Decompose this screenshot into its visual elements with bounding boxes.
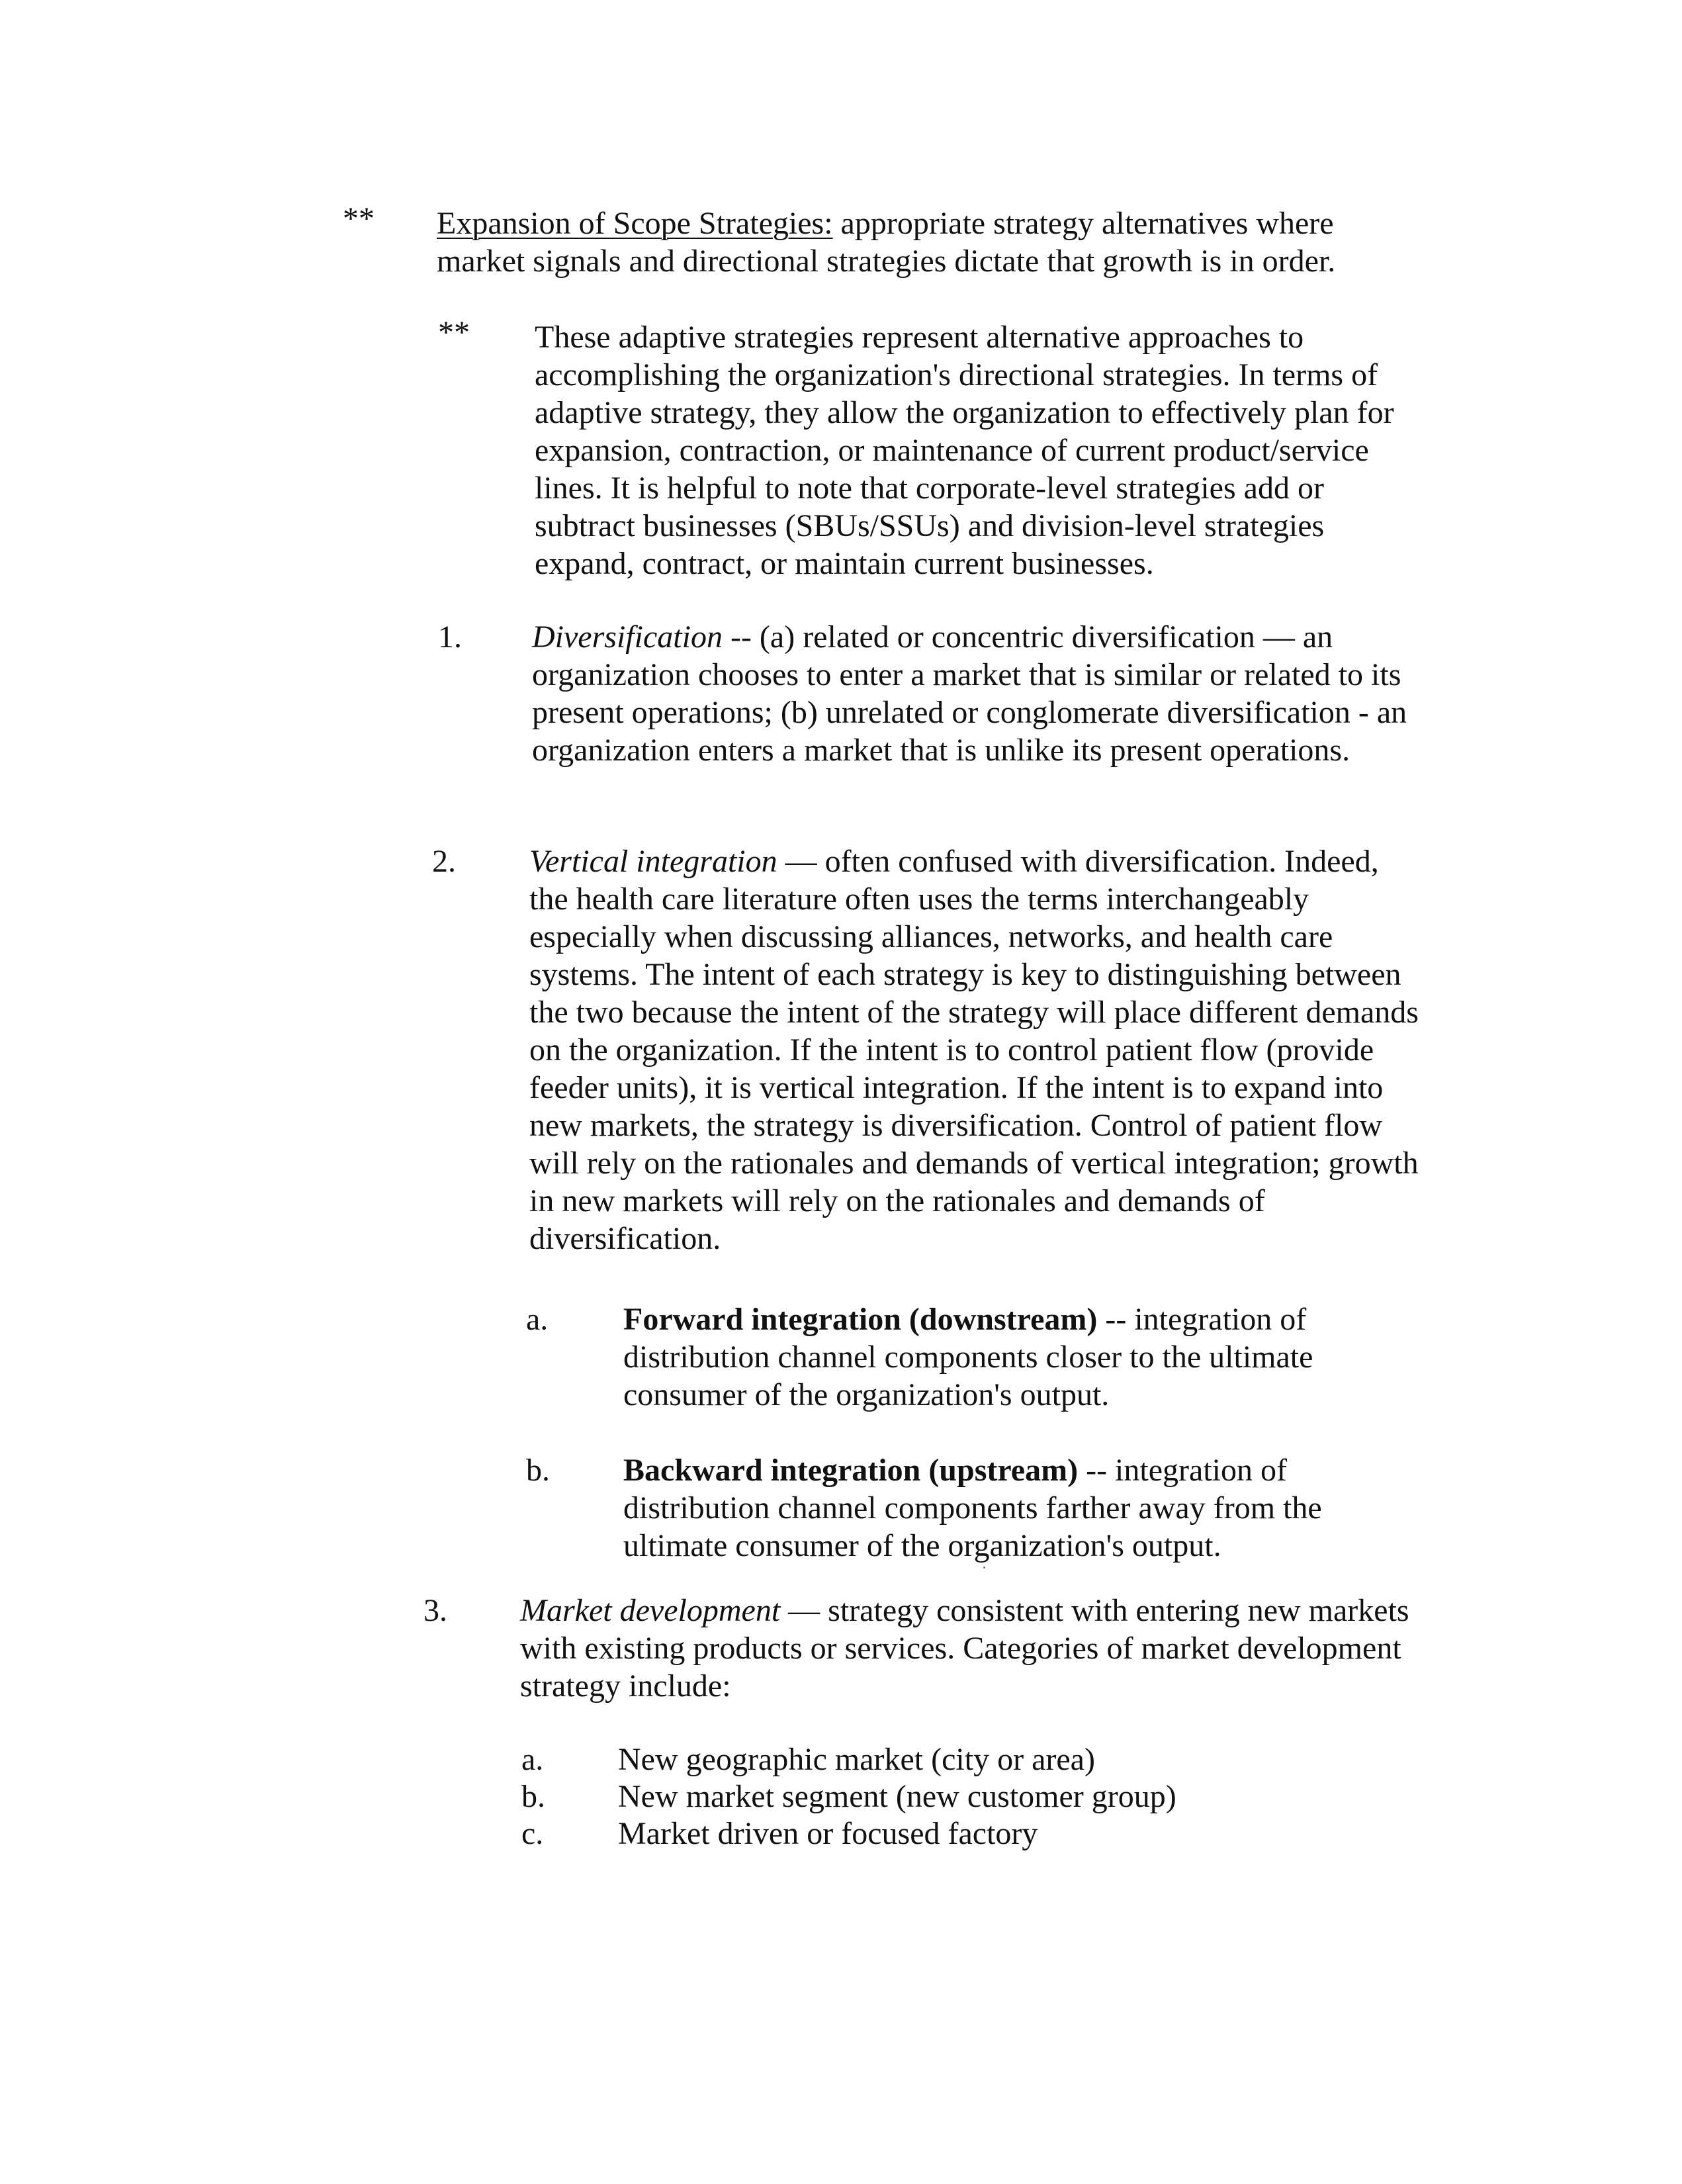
- scan-speck: [983, 1567, 985, 1569]
- sub-item-term: Backward integration (upstream): [623, 1453, 1079, 1488]
- item-number: 1.: [438, 619, 462, 655]
- intro-title: Expansion of Scope Strategies:: [437, 206, 833, 241]
- item-body: — strategy consistent with entering new markets with existing products or services. Categories of market development strategy include:: [520, 1593, 1409, 1704]
- item-term: Vertical integration: [529, 844, 777, 879]
- sub-item-text: New market segment (new customer group): [618, 1779, 1176, 1814]
- item-term: Diversification: [532, 619, 723, 655]
- sub-item-text: New geographic market (city or area): [618, 1742, 1095, 1777]
- item-paragraph: [520, 1592, 1410, 1705]
- sub-item-text: Market driven or focused factory: [618, 1816, 1038, 1851]
- sub-item-letter: b.: [526, 1453, 550, 1488]
- sub-item-body: -- integration of distribution channel components closer to the ultimate consumer of the organization's output.: [623, 1302, 1313, 1412]
- intro-paragraph: [437, 205, 1396, 280]
- intro-marker: **: [343, 201, 375, 236]
- sub-item-paragraph: [623, 1300, 1417, 1414]
- item-number: 3.: [423, 1593, 447, 1628]
- note-paragraph: These adaptive strategies represent alternative approaches to accomplishing the organization's directional strategies. In terms of adaptive strategy, they allow the organization to effectively plan for expansion, contraction, or maintenance of current product/service lines. It is helpful to note that corporate-level strategies add or subtract businesses (SBUs/SSUs) and division-level strategies expand, contract, or maintain current businesses.: [535, 320, 1394, 581]
- item-number: 2.: [432, 844, 456, 879]
- item-body: — often confused with diversification. Indeed, the health care literature often uses the terms interchangeably especially when discussing alliances, networks, and health care systems. The intent of each strategy is key to distinguishing between the two because the intent of the strategy will place different demands on the organization. If the intent is to control patient flow (provide feeder units), it is vertical integration. If the intent is to expand into new markets, the strategy is diversification. Control of patient flow will rely on the rationales and demands of vertical integration; growth in new markets will rely on the rationales and demands of diversification.: [529, 844, 1419, 1256]
- sub-item-term: Forward integration (downstream): [623, 1302, 1098, 1337]
- item-term: Market development: [520, 1593, 781, 1628]
- item-paragraph: [532, 618, 1422, 769]
- sub-item-letter: c.: [521, 1816, 544, 1851]
- sub-item-letter: a.: [521, 1742, 544, 1777]
- item-body: -- (a) related or concentric diversification — an organization chooses to enter a market that is similar or related to its present operations; (b) unrelated or conglomerate diversification - an organization enters a market that is unlike its present operations.: [532, 619, 1407, 768]
- sub-item-paragraph: [623, 1451, 1407, 1565]
- sub-item-body: -- integration of distribution channel components farther away from the ultimate consumer of the organization's output.: [623, 1453, 1322, 1563]
- intro-body: appropriate strategy alternatives where market signals and directional strategies dictate that growth is in order.: [437, 206, 1336, 279]
- sub-item-letter: a.: [526, 1302, 549, 1337]
- item-paragraph: [529, 842, 1419, 1257]
- note-marker: **: [438, 315, 470, 350]
- sub-item-letter: b.: [521, 1779, 545, 1814]
